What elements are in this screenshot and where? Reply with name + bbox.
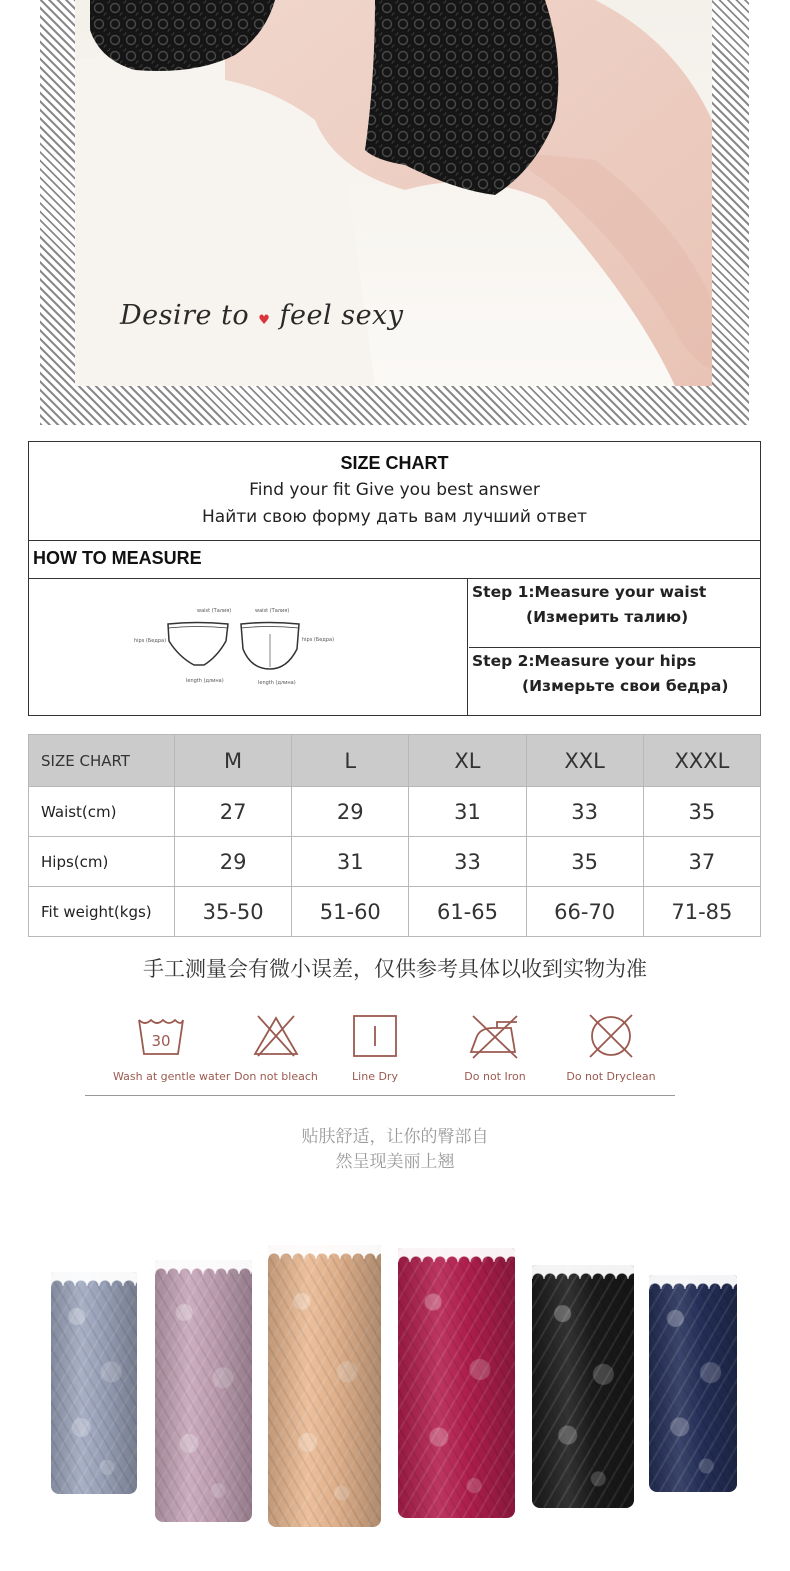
table-cell: 35 <box>526 837 643 887</box>
table-cell: 35-50 <box>175 887 292 937</box>
care-item-dryclean <box>563 1012 659 1083</box>
care-label: Don not bleach <box>234 1070 318 1083</box>
swatch-raspberry <box>398 1248 515 1518</box>
care-item-dry <box>340 1012 410 1083</box>
care-item-iron <box>450 1012 540 1083</box>
table-cell: 29 <box>292 787 409 837</box>
care-item-bleach <box>231 1012 321 1083</box>
care-label: Do not Iron <box>464 1070 526 1083</box>
table-cell: 61-65 <box>409 887 526 937</box>
hips-label-back: hips (Бедра) <box>302 637 335 643</box>
swatch-nude <box>268 1245 381 1527</box>
size-chart-title: SIZE CHART <box>340 453 449 473</box>
row-label: Fit weight(kgs) <box>29 887 175 937</box>
no-bleach-icon <box>250 1012 302 1060</box>
table-row <box>29 787 761 837</box>
hips-label-front: hips (Бедра) <box>134 638 167 644</box>
table-cell: 31 <box>292 837 409 887</box>
care-label: Do not Dryclean <box>566 1070 656 1083</box>
table-cell: 33 <box>526 787 643 837</box>
size-chart-subtitle-en: Find your fit Give you best answer <box>249 480 540 500</box>
step-2 <box>469 648 761 715</box>
table-header-row <box>29 735 761 787</box>
waist-label-front: waist (Талия) <box>197 608 232 614</box>
size-header: L <box>292 735 409 787</box>
step-1 <box>469 579 761 648</box>
table-cell: 29 <box>175 837 292 887</box>
product-photo <box>75 0 712 386</box>
tagline-part1: Desire to <box>120 300 250 331</box>
step-1-en: Step 1:Measure your waist <box>472 583 707 601</box>
comfort-text <box>0 1125 790 1175</box>
comfort-line-2: 然呈现美丽上翘 <box>335 1152 455 1172</box>
tagline <box>120 300 404 331</box>
table-cell: 66-70 <box>526 887 643 937</box>
step-1-ru: (Измерить талию) <box>526 608 689 626</box>
measurement-note: 手工测量会有微小误差，仅供参考具体以收到实物为准 <box>143 957 647 981</box>
table-cell: 33 <box>409 837 526 887</box>
wash-30-icon <box>135 1012 187 1060</box>
length-label-front: length (длина) <box>186 678 224 684</box>
care-item-wash <box>113 1012 231 1083</box>
line-dry-icon <box>349 1012 401 1060</box>
step-2-en: Step 2:Measure your hips <box>472 652 697 670</box>
hero-banner <box>40 0 749 425</box>
step-2-ru: (Измерьте свои бедра) <box>522 677 729 695</box>
size-header: XL <box>409 735 526 787</box>
no-iron-icon <box>467 1012 523 1060</box>
size-header: XXXL <box>643 735 760 787</box>
table-cell: 71-85 <box>643 887 760 937</box>
size-header: M <box>175 735 292 787</box>
measure-diagram <box>29 579 468 715</box>
wash-temperature: 30 <box>151 1032 171 1050</box>
size-header: XXL <box>526 735 643 787</box>
comfort-line-1: 贴肤舒适，让你的臀部自 <box>301 1127 489 1147</box>
table-cell: 31 <box>409 787 526 837</box>
table-row <box>29 837 761 887</box>
care-instructions <box>85 1012 675 1096</box>
measure-section <box>29 579 760 715</box>
size-chart-subtitle-ru: Найти свою форму дать вам лучший ответ <box>202 507 587 527</box>
table-cell: 27 <box>175 787 292 837</box>
swatch-black <box>532 1265 634 1508</box>
swatch-lilac <box>155 1260 252 1522</box>
swatch-navy <box>649 1275 737 1492</box>
size-chart-header <box>29 442 760 541</box>
no-dryclean-icon <box>585 1012 637 1060</box>
table-cell: 37 <box>643 837 760 887</box>
row-label: Hips(cm) <box>29 837 175 887</box>
waist-label-back: waist (Талия) <box>255 608 290 614</box>
table-row <box>29 887 761 937</box>
table-cell: 35 <box>643 787 760 837</box>
color-swatches <box>0 1230 790 1571</box>
swatch-light-blue <box>51 1272 137 1494</box>
length-label-back: length (длина) <box>258 680 296 686</box>
how-to-measure-heading: HOW TO MEASURE <box>29 541 760 579</box>
size-chart-box <box>28 441 761 716</box>
panty-diagram-icon <box>29 579 468 715</box>
tagline-part2: feel sexy <box>279 300 404 331</box>
row-label: Waist(cm) <box>29 787 175 837</box>
size-table <box>28 734 761 937</box>
table-corner-label: SIZE CHART <box>29 735 175 787</box>
heart-icon: ♥ <box>258 313 271 328</box>
care-label: Wash at gentle water <box>113 1070 231 1083</box>
care-label: Line Dry <box>352 1070 398 1083</box>
table-cell: 51-60 <box>292 887 409 937</box>
